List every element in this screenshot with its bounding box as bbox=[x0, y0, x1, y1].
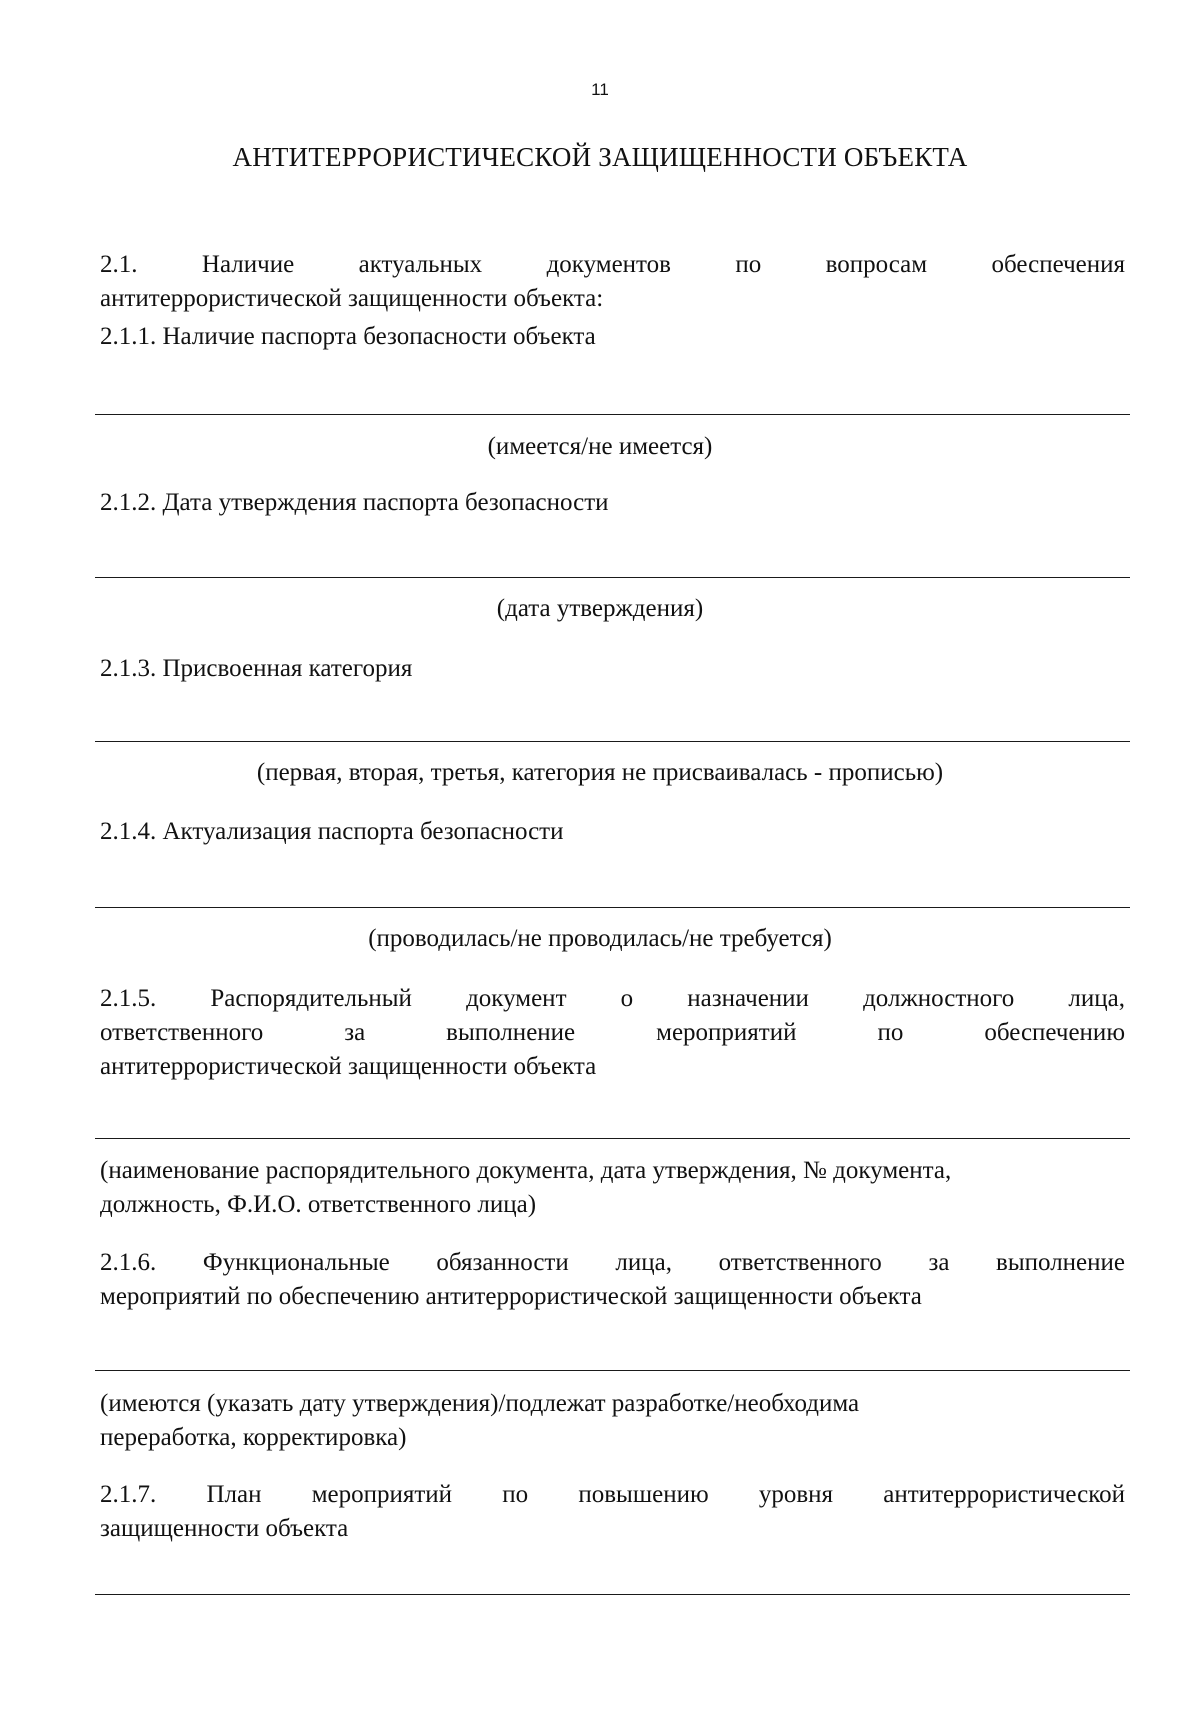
section-2-1-5-line1: 2.1.5. Распорядительный документ о назначении должностного лица, bbox=[100, 985, 1125, 1012]
hint-passport: (имеется/не имеется) bbox=[487, 433, 713, 460]
section-2-1-line2: антитеррористической защищенности объекта: bbox=[100, 285, 604, 312]
section-2-1-2 bbox=[100, 486, 1125, 520]
hint-responsible-document bbox=[100, 1154, 1130, 1222]
section-2-1 bbox=[100, 248, 1125, 316]
section-2-1-1-text: 2.1.1. Наличие паспорта безопасности объекта bbox=[100, 323, 596, 350]
hint-responsible-document-line1: (наименование распорядительного документа, дата утверждения, № документа, bbox=[100, 1157, 952, 1184]
section-2-1-6-line2: мероприятий по обеспечению антитеррористической защищенности объекта bbox=[100, 1283, 922, 1310]
section-2-1-7-line1: 2.1.7. План мероприятий по повышению уровня антитеррористической bbox=[100, 1481, 1125, 1508]
hint-functional-duties bbox=[100, 1387, 1130, 1455]
section-2-1-7-line2: защищенности объекта bbox=[100, 1515, 349, 1542]
page-number: 11 bbox=[591, 80, 609, 99]
section-2-1-5-line2: ответственного за выполнение мероприятий по обеспечению bbox=[100, 1019, 1125, 1046]
section-2-1-line1: 2.1. Наличие актуальных документов по вопросам обеспечения bbox=[100, 251, 1125, 278]
answer-line-functional-duties[interactable] bbox=[95, 1370, 1130, 1371]
section-2-1-4-text: 2.1.4. Актуализация паспорта безопасности bbox=[100, 818, 564, 845]
section-2-1-7 bbox=[100, 1478, 1125, 1546]
section-2-1-6 bbox=[100, 1246, 1125, 1314]
section-2-1-5-line3: антитеррористической защищенности объекта bbox=[100, 1053, 597, 1080]
answer-line-approval-date[interactable] bbox=[95, 577, 1130, 578]
answer-line-actualization[interactable] bbox=[95, 907, 1130, 908]
answer-line-passport[interactable] bbox=[95, 414, 1130, 415]
section-2-1-4 bbox=[100, 815, 1125, 849]
section-2-1-3 bbox=[100, 652, 1125, 686]
section-2-1-3-text: 2.1.3. Присвоенная категория bbox=[100, 655, 413, 682]
section-2-1-6-line1: 2.1.6. Функциональные обязанности лица, ответственного за выполнение bbox=[100, 1249, 1125, 1276]
answer-line-action-plan[interactable] bbox=[95, 1594, 1130, 1595]
hint-responsible-document-line2: должность, Ф.И.О. ответственного лица) bbox=[100, 1191, 537, 1218]
hint-functional-duties-line2: переработка, корректировка) bbox=[100, 1424, 407, 1451]
hint-functional-duties-line1: (имеются (указать дату утверждения)/подлежат разработке/необходима bbox=[100, 1390, 860, 1417]
section-title: АНТИТЕРРОРИСТИЧЕСКОЙ ЗАЩИЩЕННОСТИ ОБЪЕКТА bbox=[232, 142, 968, 172]
hint-category: (первая, вторая, третья, категория не присваивалась - прописью) bbox=[256, 759, 944, 786]
hint-actualization: (проводилась/не проводилась/не требуется) bbox=[368, 925, 832, 952]
section-2-1-2-text: 2.1.2. Дата утверждения паспорта безопасности bbox=[100, 489, 609, 516]
answer-line-category[interactable] bbox=[95, 741, 1130, 742]
section-2-1-1 bbox=[100, 320, 1125, 354]
answer-line-responsible-document[interactable] bbox=[95, 1138, 1130, 1139]
section-2-1-5 bbox=[100, 982, 1125, 1084]
hint-approval-date: (дата утверждения) bbox=[496, 595, 704, 622]
